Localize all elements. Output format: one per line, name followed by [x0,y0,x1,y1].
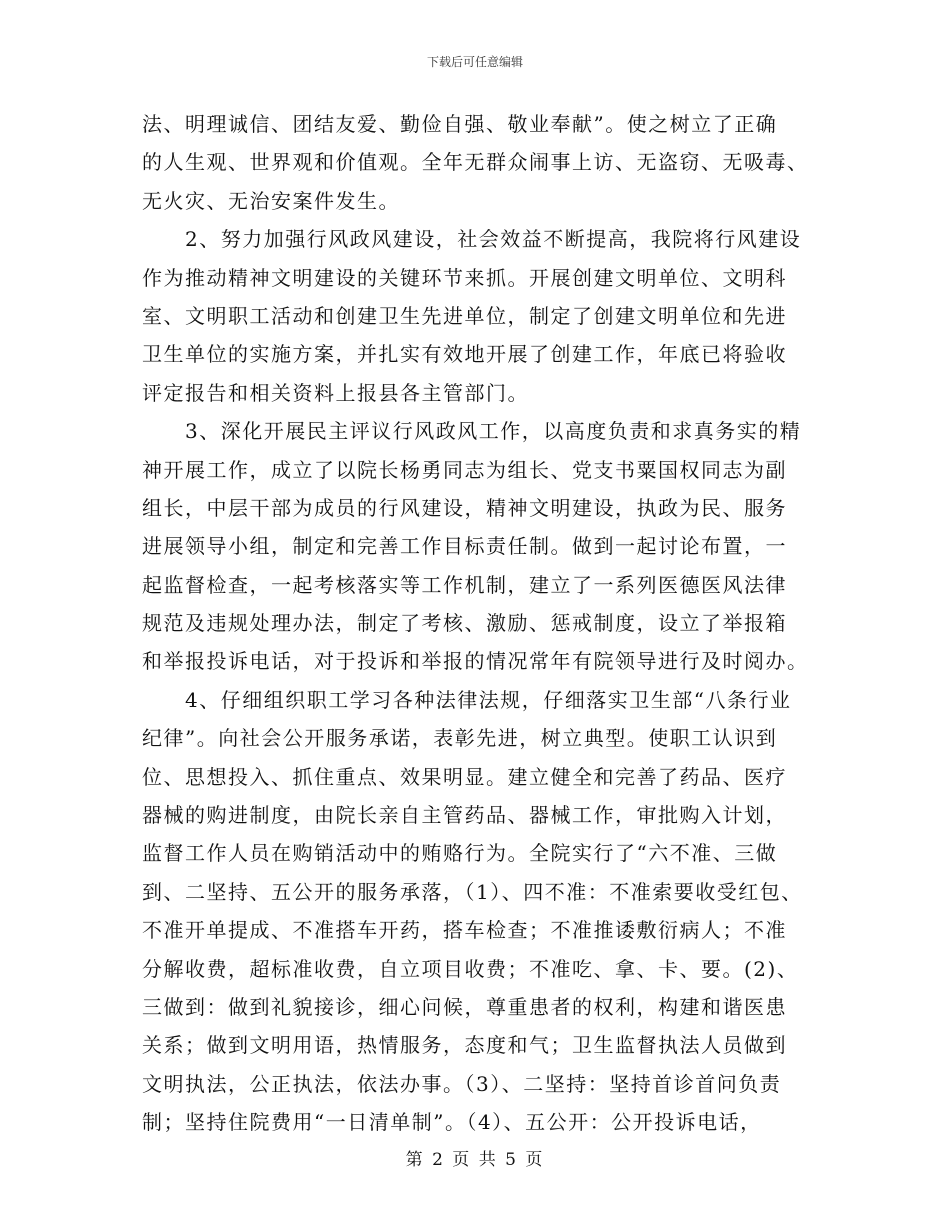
text-line: 组长，中层干部为成员的行风建设，精神文明建设，执政为民、服务 [142,495,787,520]
text-line: 起监督检查，一起考核落实等工作机制，建立了一系列医德医风法律 [142,572,787,597]
text-line: 监督工作人员在购销活动中的贿赂行为。全院实行了“六不准、三做 [142,841,778,866]
text-line: 和举报投诉电话，对于投诉和举报的情况常年有院领导进行及时阅办。 [142,649,809,674]
text-line: 法、明理诚信、团结友爱、勤俭自强、敬业奉献”。使之树立了正确 [142,112,778,136]
text-line: 三做到：做到礼貌接诊，细心问候，尊重患者的权利，构建和谐医患 [142,994,787,1019]
text-line: 规范及违规处理办法，制定了考核、激励、惩戒制度，设立了举报箱 [142,611,787,636]
text-line: 不准开单提成、不准搭车开药，搭车检查；不准推诿敷衍病人；不准 [142,918,787,943]
text-line: 纪律”。向社会公开服务承诺，表彰先进，树立典型。使职工认识到 [142,726,778,751]
page-header: 下载后可任意编辑 [426,55,523,69]
text-line: 3、深化开展民主评议行风政风工作，以高度负责和求真务实的精 [142,419,802,444]
text-line: 4、仔细组织职工学习各种法律法规，仔细落实卫生部“八条行业 [142,687,792,712]
text-line: 关系；做到文明用语，热情服务，态度和气；卫生监督执法人员做到 [142,1033,787,1058]
document-body [142,105,822,1142]
text-line: 到、二坚持、五公开的服务承落，（1）、四不准：不准索要收受红包、 [142,879,803,904]
text-line: 制；坚持住院费用“一日清单制”。（4）、五公开：公开投诉电话， [142,1110,762,1135]
text-line: 分解收费，超标准收费，自立项目收费；不准吃、拿、卡、要。(2)、 [142,956,799,981]
page-number: 第 2 页 共 5 页 [405,1150,545,1170]
text-line: 的人生观、世界观和价值观。全年无群众闹事上访、无盗窃、无吸毒、 [142,150,809,175]
text-line: 位、思想投入、抓住重点、效果明显。建立健全和完善了药品、医疗 [142,764,787,789]
text-line: 器械的购进制度，由院长亲自主管药品、器械工作，审批购入计划， [142,803,787,828]
text-line: 无火灾、无治安案件发生。 [142,188,400,213]
text-line: 卫生单位的实施方案，并扎实有效地开展了创建工作，年底已将验收 [142,342,787,367]
text-line: 室、文明职工活动和创建卫生先进单位，制定了创建文明单位和先进 [142,303,787,328]
text-line: 作为推动精神文明建设的关键环节来抓。开展创建文明单位、文明科 [142,265,787,290]
text-line: 神开展工作，成立了以院长杨勇同志为组长、党支书粟国权同志为副 [142,457,787,482]
text-line: 进展领导小组，制定和完善工作目标责任制。做到一起讨论布置，一 [142,534,787,559]
text-line: 评定报告和相关资料上报县各主管部门。 [142,380,529,405]
text-line: 文明执法，公正执法，依法办事。（3）、二坚持：坚持首诊首问负责 [142,1071,782,1096]
text-line: 2、努力加强行风政风建设，社会效益不断提高，我院将行风建设 [142,227,802,252]
